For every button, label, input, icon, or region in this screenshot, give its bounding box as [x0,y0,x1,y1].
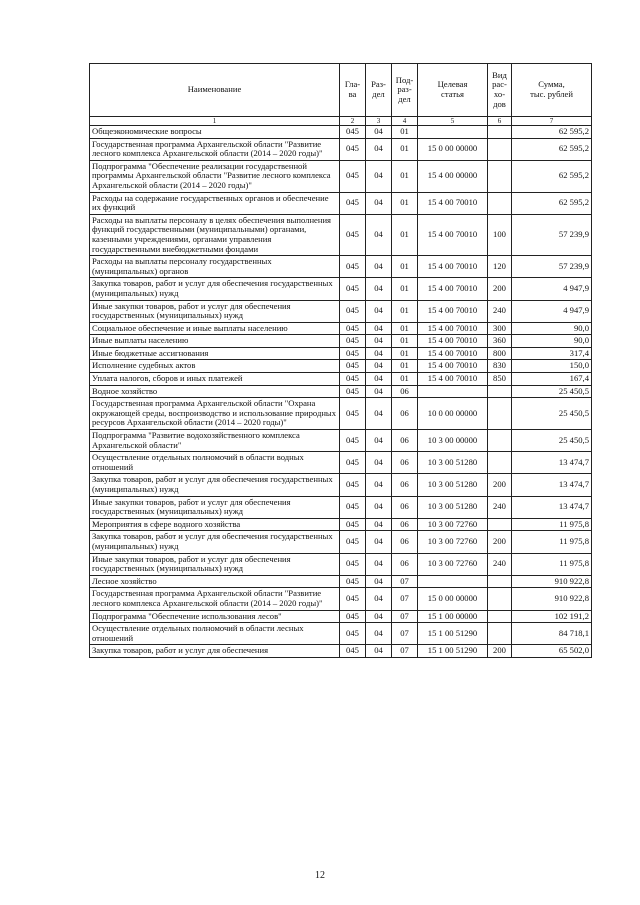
cell-podrazdel: 06 [392,531,418,553]
cell-vid [488,138,512,160]
cell-vid: 200 [488,645,512,658]
header-sum: Сумма, тыс. рублей [512,64,592,117]
table-row [90,385,592,398]
cell-target [418,126,488,139]
table-row [90,160,592,192]
table-row [90,322,592,335]
cell-name: Закупка товаров, работ и услуг для обеспечения государственных (муниципальных) нужд [90,531,340,553]
cell-target: 15 4 00 70010 [418,322,488,335]
cell-target: 15 0 00 00000 [418,588,488,610]
table-row [90,496,592,518]
header-razdel: Раз- дел [366,64,392,117]
cell-target: 10 0 00 00000 [418,398,488,430]
cell-glava: 045 [340,160,366,192]
cell-sum: 11 975,8 [512,553,592,575]
cell-podrazdel: 01 [392,138,418,160]
column-number: 2 [340,117,366,126]
cell-vid: 200 [488,531,512,553]
cell-vid: 100 [488,214,512,255]
cell-name: Закупка товаров, работ и услуг для обеспечения государственных (муниципальных) нужд [90,278,340,300]
cell-glava: 045 [340,322,366,335]
cell-glava: 045 [340,496,366,518]
cell-sum: 910 922,8 [512,588,592,610]
cell-razdel: 04 [366,214,392,255]
cell-name: Подпрограмма "Обеспечение реализации государственной программы Архангельской области "Развитие лесного комплекса Архангельской области (2014 – 2020 годы)" [90,160,340,192]
cell-target: 15 4 00 70010 [418,360,488,373]
cell-sum: 25 450,5 [512,430,592,452]
cell-glava: 045 [340,575,366,588]
cell-vid [488,385,512,398]
cell-target: 15 4 00 70010 [418,300,488,322]
cell-name: Государственная программа Архангельской области "Развитие лесного комплекса Архангельской области (2014 – 2020 годы)" [90,588,340,610]
cell-razdel: 04 [366,126,392,139]
cell-podrazdel: 01 [392,300,418,322]
cell-target: 15 1 00 00000 [418,610,488,623]
table-row [90,474,592,496]
cell-vid [488,430,512,452]
cell-glava: 045 [340,610,366,623]
cell-vid [488,575,512,588]
cell-podrazdel: 01 [392,278,418,300]
cell-razdel: 04 [366,256,392,278]
cell-podrazdel: 06 [392,518,418,531]
cell-target: 15 1 00 51290 [418,645,488,658]
cell-sum: 317,4 [512,347,592,360]
cell-podrazdel: 06 [392,474,418,496]
cell-name: Подпрограмма "Развитие водохозяйственного комплекса Архангельской области" [90,430,340,452]
table-header-row [90,64,592,117]
cell-razdel: 04 [366,474,392,496]
table-row [90,256,592,278]
cell-podrazdel: 01 [392,192,418,214]
table-row [90,623,592,645]
cell-vid: 240 [488,300,512,322]
cell-razdel: 04 [366,623,392,645]
cell-podrazdel: 01 [392,322,418,335]
cell-sum: 13 474,7 [512,452,592,474]
cell-glava: 045 [340,192,366,214]
table-row [90,430,592,452]
cell-sum: 13 474,7 [512,496,592,518]
cell-vid [488,623,512,645]
cell-vid: 240 [488,496,512,518]
cell-glava: 045 [340,138,366,160]
cell-vid [488,452,512,474]
cell-razdel: 04 [366,322,392,335]
header-glava: Гла- ва [340,64,366,117]
cell-target: 10 3 00 51280 [418,474,488,496]
cell-glava: 045 [340,360,366,373]
cell-razdel: 04 [366,335,392,348]
cell-target [418,575,488,588]
cell-razdel: 04 [366,430,392,452]
cell-razdel: 04 [366,300,392,322]
cell-target: 10 3 00 51280 [418,452,488,474]
cell-podrazdel: 07 [392,588,418,610]
cell-glava: 045 [340,623,366,645]
cell-target: 15 1 00 51290 [418,623,488,645]
cell-vid: 850 [488,373,512,386]
table-row [90,645,592,658]
cell-target: 15 4 00 70010 [418,214,488,255]
cell-razdel: 04 [366,518,392,531]
cell-razdel: 04 [366,347,392,360]
cell-vid: 200 [488,278,512,300]
cell-target: 15 4 00 70010 [418,335,488,348]
cell-name: Расходы на выплаты персоналу государственных (муниципальных) органов [90,256,340,278]
cell-glava: 045 [340,278,366,300]
table-row [90,531,592,553]
cell-sum: 13 474,7 [512,474,592,496]
cell-target: 15 4 00 70010 [418,373,488,386]
cell-razdel: 04 [366,385,392,398]
column-number-row [90,117,592,126]
table-row [90,360,592,373]
cell-vid [488,126,512,139]
cell-razdel: 04 [366,373,392,386]
cell-vid [488,192,512,214]
table-row [90,398,592,430]
cell-podrazdel: 01 [392,360,418,373]
cell-vid [488,160,512,192]
cell-sum: 90,0 [512,335,592,348]
column-number: 6 [488,117,512,126]
header-name: Наименование [90,64,340,117]
table-row [90,575,592,588]
cell-vid [488,588,512,610]
cell-razdel: 04 [366,192,392,214]
cell-razdel: 04 [366,610,392,623]
table-row [90,452,592,474]
table-row [90,300,592,322]
cell-podrazdel: 07 [392,623,418,645]
cell-sum: 11 975,8 [512,531,592,553]
cell-sum: 150,0 [512,360,592,373]
cell-target: 15 4 00 70010 [418,256,488,278]
cell-razdel: 04 [366,531,392,553]
cell-razdel: 04 [366,452,392,474]
cell-name: Лесное хозяйство [90,575,340,588]
cell-razdel: 04 [366,588,392,610]
cell-podrazdel: 07 [392,610,418,623]
cell-razdel: 04 [366,575,392,588]
cell-razdel: 04 [366,553,392,575]
cell-podrazdel: 01 [392,256,418,278]
cell-vid: 240 [488,553,512,575]
column-number: 5 [418,117,488,126]
cell-name: Государственная программа Архангельской области "Развитие лесного комплекса Архангельской области (2014 – 2020 годы)" [90,138,340,160]
cell-glava: 045 [340,335,366,348]
cell-name: Водное хозяйство [90,385,340,398]
cell-sum: 910 922,8 [512,575,592,588]
cell-razdel: 04 [366,398,392,430]
table-row [90,373,592,386]
cell-vid: 200 [488,474,512,496]
cell-sum: 62 595,2 [512,192,592,214]
cell-podrazdel: 06 [392,398,418,430]
header-vid: Вид рас- хо- дов [488,64,512,117]
cell-sum: 4 947,9 [512,300,592,322]
cell-sum: 25 450,5 [512,385,592,398]
cell-sum: 102 191,2 [512,610,592,623]
cell-podrazdel: 01 [392,126,418,139]
cell-target: 10 3 00 72760 [418,553,488,575]
cell-razdel: 04 [366,138,392,160]
table-row [90,335,592,348]
table-body [90,126,592,658]
cell-podrazdel: 06 [392,385,418,398]
cell-name: Расходы на выплаты персоналу в целях обеспечения выполнения функций государственными (муниципальными) органами, казенными учреждениями, органами управления государственными внебюджетными фондами [90,214,340,255]
cell-target: 15 4 00 70010 [418,192,488,214]
cell-razdel: 04 [366,160,392,192]
cell-razdel: 04 [366,496,392,518]
table-row [90,518,592,531]
cell-name: Иные закупки товаров, работ и услуг для обеспечения государственных (муниципальных) нужд [90,496,340,518]
cell-glava: 045 [340,256,366,278]
column-number: 4 [392,117,418,126]
cell-name: Закупка товаров, работ и услуг для обеспечения государственных (муниципальных) нужд [90,474,340,496]
cell-glava: 045 [340,373,366,386]
cell-sum: 57 239,9 [512,256,592,278]
cell-target [418,385,488,398]
table-row [90,278,592,300]
cell-name: Государственная программа Архангельской области "Охрана окружающей среды, воспроизводство и использование природных ресурсов Архангельской области (2014 – 2020 годы)" [90,398,340,430]
cell-sum: 62 595,2 [512,138,592,160]
cell-target: 15 4 00 70010 [418,278,488,300]
table-row [90,126,592,139]
cell-name: Уплата налогов, сборов и иных платежей [90,373,340,386]
cell-glava: 045 [340,385,366,398]
cell-name: Иные закупки товаров, работ и услуг для обеспечения государственных (муниципальных) нужд [90,300,340,322]
cell-podrazdel: 07 [392,575,418,588]
cell-sum: 57 239,9 [512,214,592,255]
table-row [90,610,592,623]
header-podrazdel: Под- раз- дел [392,64,418,117]
column-number: 1 [90,117,340,126]
cell-name: Общеэкономические вопросы [90,126,340,139]
cell-podrazdel: 01 [392,335,418,348]
cell-target: 10 3 00 72760 [418,518,488,531]
cell-sum: 11 975,8 [512,518,592,531]
cell-podrazdel: 01 [392,347,418,360]
cell-glava: 045 [340,518,366,531]
cell-name: Расходы на содержание государственных органов и обеспечение их функций [90,192,340,214]
table-row [90,214,592,255]
cell-podrazdel: 07 [392,645,418,658]
cell-sum: 62 595,2 [512,126,592,139]
cell-target: 10 3 00 72760 [418,531,488,553]
cell-target: 10 3 00 00000 [418,430,488,452]
cell-podrazdel: 06 [392,553,418,575]
cell-glava: 045 [340,553,366,575]
cell-sum: 65 502,0 [512,645,592,658]
cell-podrazdel: 01 [392,373,418,386]
cell-glava: 045 [340,452,366,474]
cell-name: Исполнение судебных актов [90,360,340,373]
table-row [90,138,592,160]
cell-vid: 360 [488,335,512,348]
cell-razdel: 04 [366,645,392,658]
cell-name: Иные бюджетные ассигнования [90,347,340,360]
cell-podrazdel: 01 [392,214,418,255]
cell-sum: 90,0 [512,322,592,335]
cell-glava: 045 [340,531,366,553]
table-row [90,192,592,214]
cell-vid [488,610,512,623]
page-number: 12 [315,870,325,881]
header-target: Целевая статья [418,64,488,117]
column-number: 3 [366,117,392,126]
cell-glava: 045 [340,588,366,610]
cell-glava: 045 [340,347,366,360]
cell-glava: 045 [340,398,366,430]
cell-vid [488,398,512,430]
cell-target: 15 4 00 00000 [418,160,488,192]
cell-target: 15 4 00 70010 [418,347,488,360]
cell-vid [488,518,512,531]
cell-name: Иные закупки товаров, работ и услуг для обеспечения государственных (муниципальных) нужд [90,553,340,575]
cell-sum: 84 718,1 [512,623,592,645]
cell-razdel: 04 [366,278,392,300]
cell-name: Социальное обеспечение и иные выплаты населению [90,322,340,335]
table-row [90,347,592,360]
cell-target: 15 0 00 00000 [418,138,488,160]
cell-sum: 4 947,9 [512,278,592,300]
cell-name: Мероприятия в сфере водного хозяйства [90,518,340,531]
cell-glava: 045 [340,126,366,139]
cell-name: Подпрограмма "Обеспечение использования лесов" [90,610,340,623]
cell-vid: 120 [488,256,512,278]
cell-glava: 045 [340,214,366,255]
budget-table [89,63,592,658]
cell-vid: 300 [488,322,512,335]
cell-glava: 045 [340,474,366,496]
cell-glava: 045 [340,430,366,452]
cell-sum: 25 450,5 [512,398,592,430]
cell-podrazdel: 01 [392,160,418,192]
cell-razdel: 04 [366,360,392,373]
cell-sum: 62 595,2 [512,160,592,192]
cell-name: Закупка товаров, работ и услуг для обеспечения [90,645,340,658]
cell-vid: 800 [488,347,512,360]
cell-sum: 167,4 [512,373,592,386]
cell-name: Осуществление отдельных полномочий в области лесных отношений [90,623,340,645]
cell-podrazdel: 06 [392,430,418,452]
cell-glava: 045 [340,645,366,658]
table-row [90,588,592,610]
cell-name: Иные выплаты населению [90,335,340,348]
cell-vid: 830 [488,360,512,373]
column-number: 7 [512,117,592,126]
cell-target: 10 3 00 51280 [418,496,488,518]
cell-podrazdel: 06 [392,496,418,518]
cell-name: Осуществление отдельных полномочий в области водных отношений [90,452,340,474]
cell-podrazdel: 06 [392,452,418,474]
table-row [90,553,592,575]
cell-glava: 045 [340,300,366,322]
